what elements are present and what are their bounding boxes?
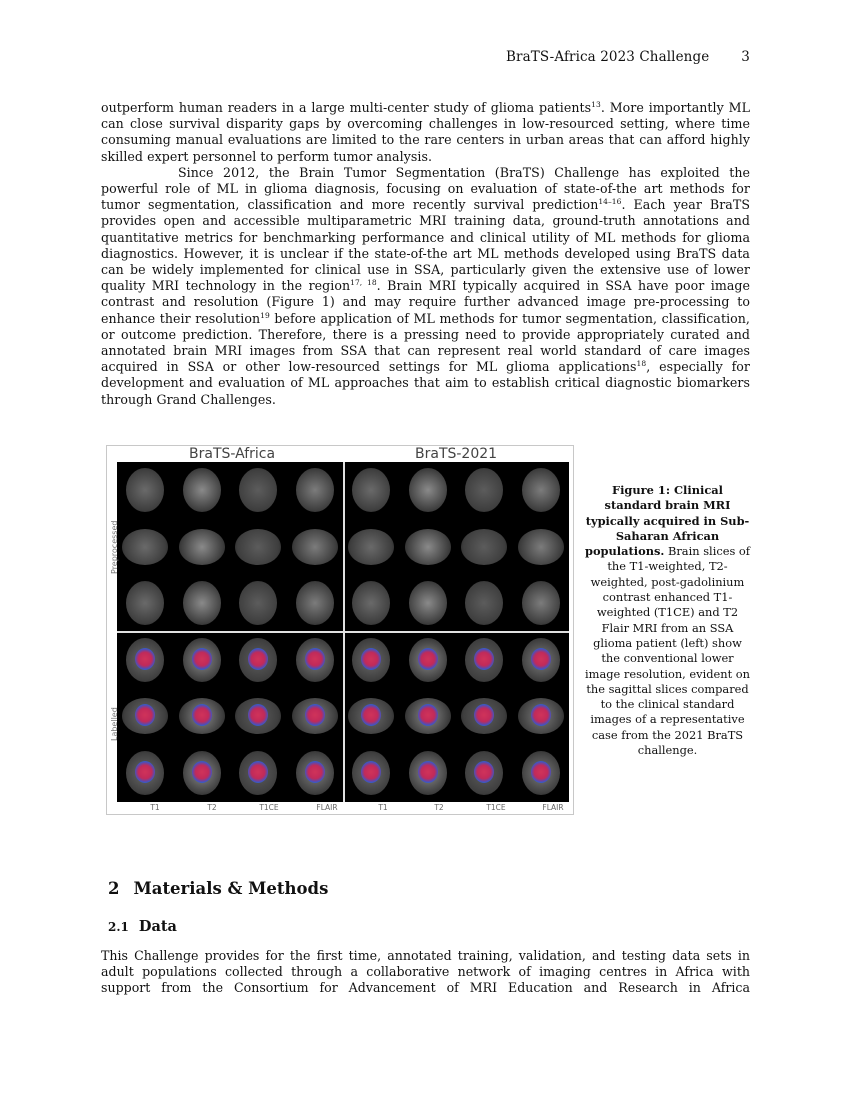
mri-slice [292,529,338,565]
paragraph-2 [101,165,750,408]
figure-image-grid [117,462,569,802]
section-number: 2 [108,879,120,898]
mri-slice [235,529,281,565]
mri-slice [296,468,334,512]
data-section-text [101,948,750,997]
mri-slice [183,581,221,625]
tumor-label-overlay [305,704,325,726]
figure-row-label-preprocessed: Preprocessed [110,520,119,574]
mri-slice [405,529,451,565]
tumor-label-overlay [192,704,212,726]
tumor-label-overlay [531,761,551,783]
figure-sequence-label: FLAIR [316,803,338,812]
subsection-heading [108,918,177,935]
tumor-label-overlay [135,648,155,670]
citation: 14–16 [598,197,622,207]
figure-column-title-africa: BraTS-Africa [189,446,276,462]
mri-slice [518,529,564,565]
mri-slice [409,581,447,625]
figure-column-title-2021: BraTS-2021 [415,446,498,462]
mri-slice [352,581,390,625]
figure-caption [585,483,750,758]
figure-sequence-label: T1CE [259,803,279,812]
tumor-label-overlay [248,648,268,670]
figure-sequence-label: T2 [434,803,444,812]
mri-slice [179,529,225,565]
intro-text [101,100,750,408]
citation: 18 [636,359,647,369]
tumor-label-overlay [192,761,212,783]
tumor-label-overlay [248,761,268,783]
subsection-number: 2.1 [108,920,129,934]
tumor-label-overlay [418,761,438,783]
page-number: 3 [741,49,750,65]
text-run: . More importantly ML can close survival disparity gaps by overcoming challenges in low-resourced setting, where time consuming manual evaluations are limited to the rare centers in urban areas that can afford highly skilled expert personnel to perform tumor analysis. [101,100,750,164]
mri-slice [183,468,221,512]
tumor-label-overlay [305,648,325,670]
tumor-label-overlay [418,704,438,726]
tumor-label-overlay [418,648,438,670]
section-heading [108,879,328,898]
tumor-label-overlay [361,648,381,670]
text-run: . Each year BraTS provides open and accessible multiparametric MRI training data, ground-truth annotations and quantitative metrics for benchmarking performance and clinical utility of ML methods for glioma diagnostics. However, it is unclear if the state-of-the art ML methods developed using BraTS data can be widely implemented for clinical use in SSA, particularly given the extensive use of lower quality MRI technology in the region [101,197,750,294]
citation: 13 [591,100,601,109]
tumor-label-overlay [531,648,551,670]
text-run: before application of ML methods for tumor segmentation, classification, or outcome prediction. Therefore, there is a pressing need to provide appropriately curated and annotated brain MRI images from SSA that can represent real world standard of care images acquired in SSA or other low-resourced settings for ML glioma applications [101,310,750,375]
mri-slice [348,529,394,565]
figure-sequence-label: T2 [207,803,217,812]
running-title: BraTS-Africa 2023 Challenge [506,49,710,65]
tumor-label-overlay [474,648,494,670]
figure-1 [106,445,574,815]
figure-caption-title: Figure 1: Clinical standard brain MRI typically acquired in Sub-Saharan African populations. [585,483,750,559]
subsection-title: Data [138,918,177,935]
mri-slice [122,529,168,565]
tumor-label-overlay [192,648,212,670]
text-run: outperform human readers in a large multi-center study of glioma patients [101,100,592,115]
figure-divider-horizontal [117,631,569,633]
section-title: Materials & Methods [133,879,329,898]
mri-slice [465,581,503,625]
figure-sequence-label: T1CE [486,803,506,812]
mri-slice [465,468,503,512]
text-run: Since 2012, the Brain Tumor Segmentation (BraTS) Challenge has exploited the powerful role of ML in glioma diagnosis, focusing on evaluation of state-of-the art methods for tumor segmentation, classification and more recently survival prediction [101,164,750,213]
tumor-label-overlay [531,704,551,726]
citation: 17, 18 [350,278,377,288]
figure-row-label-labelled: Labelled [110,707,119,741]
tumor-label-overlay [305,761,325,783]
mri-slice [239,468,277,512]
running-header [506,49,750,65]
mri-slice [352,468,390,512]
figure-sequence-label: T1 [378,803,388,812]
citation: 19 [260,310,270,320]
mri-slice [522,468,560,512]
text-run: , especially for development and evaluation of ML approaches that aim to establish critical diagnostic biomarkers through Grand Challenges. [101,359,751,407]
mri-slice [126,581,164,625]
text-run: . Brain MRI typically acquired in SSA have poor image contrast and resolution (Figure 1) and may require further advanced image pre-processing to enhance their resolution [101,278,750,326]
tumor-label-overlay [135,761,155,783]
tumor-label-overlay [361,761,381,783]
mri-slice [461,529,507,565]
mri-slice [522,581,560,625]
figure-sequence-label: FLAIR [542,803,564,812]
mri-slice [296,581,334,625]
mri-slice [409,468,447,512]
figure-caption-body: Brain slices of the T1-weighted, T2-weighted, post-gadolinium contrast enhanced T1-weighted (T1CE) and T2 Flair MRI from an SSA glioma patient (left) show the conventional lower image resolution, evident on the sagittal slices compared to the clinical standard images of a representative case from the 2021 BraTS challenge. [585,544,750,758]
mri-slice [126,468,164,512]
mri-slice [239,581,277,625]
figure-sequence-label: T1 [150,803,160,812]
paragraph-1 [101,100,750,165]
tumor-label-overlay [474,761,494,783]
data-paragraph: This Challenge provides for the first time, annotated training, validation, and testing data sets in adult populations collected through a collaborative network of imaging centres in Africa with support from the Consortium for Advancement of MRI Education and Research in Africa [101,948,750,996]
